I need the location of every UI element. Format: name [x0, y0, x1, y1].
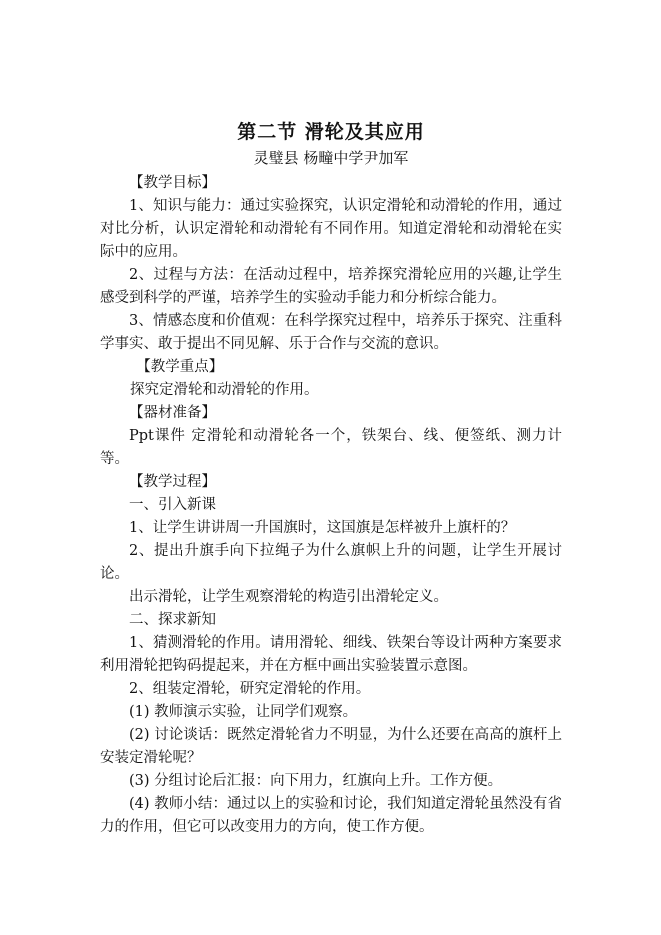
- paragraph-new-2-1: (1) 教师演示实验，让同学们观察。: [129, 704, 358, 720]
- paragraph-new-2-2: (2) 讨论谈话：既然定滑轮省力不明显，为什么还要在高高的旗杆上安装定滑轮呢？: [100, 727, 562, 766]
- paragraph-goals-heading: 【教学目标】: [129, 175, 216, 191]
- paragraph-equip-heading: 【器材准备】: [129, 405, 216, 421]
- paragraph-intro-2: 2、提出升旗手向下拉绳子为什么旗帜上升的问题，让学生开展讨论。: [100, 543, 562, 582]
- paragraph-new-1: 1、猜测滑轮的作用。请用滑轮、细线、铁架台等设计两种方案要求利用滑轮把钩码提起来，并在方框中画出实验装置示意图。: [100, 635, 562, 674]
- document-page: [100, 118, 562, 839]
- paragraph-part-1: 一、引入新课: [129, 497, 216, 513]
- paragraph-goal-3: 3、情感态度和价值观：在科学探究过程中，培养乐于探究、注重科学事实、敢于提出不同见解、乐于合作与交流的意识。: [100, 313, 562, 352]
- paragraph-goal-2: 2、过程与方法：在活动过程中，培养探究滑轮应用的兴趣,让学生感受到科学的严谨，培养学生的实验动手能力和分析综合能力。: [100, 267, 562, 306]
- paragraph-goal-1: 1、知识与能力：通过实验探究，认识定滑轮和动滑轮的作用，通过对比分析，认识定滑轮和动滑轮有不同作用。知道定滑轮和动滑轮在实际中的应用。: [100, 198, 562, 260]
- paragraph-intro-1: 1、让学生讲讲周一升国旗时，这国旗是怎样被升上旗杆的？: [129, 520, 516, 536]
- paragraph-intro-3: 出示滑轮，让学生观察滑轮的构造引出滑轮定义。: [129, 589, 448, 605]
- paragraph-equip-text: Ppt课件 定滑轮和动滑轮各一个，铁架台、线、便签纸、测力计等。: [100, 428, 562, 467]
- paragraph-key-heading: 【教学重点】: [136, 359, 224, 375]
- paragraph-new-2-3: (3) 分组讨论后汇报：向下用力，红旗向上升。工作方便。: [129, 773, 503, 789]
- paragraph-part-2: 二、探求新知: [129, 612, 216, 628]
- paragraph-new-2: 2、组装定滑轮，研究定滑轮的作用。: [129, 681, 371, 697]
- paragraph-key-text: 探究定滑轮和动滑轮的作用。: [130, 382, 319, 398]
- paragraph-new-2-4: (4) 教师小结：通过以上的实验和讨论，我们知道定滑轮虽然没有省力的作用，但它可以改变用力的方向，使工作方便。: [100, 796, 562, 835]
- author-line: 灵璧县 杨疃中学尹加军: [253, 149, 409, 167]
- page-title: 第二节 滑轮及其应用: [237, 121, 425, 143]
- paragraph-process-heading: 【教学过程】: [129, 474, 216, 490]
- document-body: [100, 172, 562, 839]
